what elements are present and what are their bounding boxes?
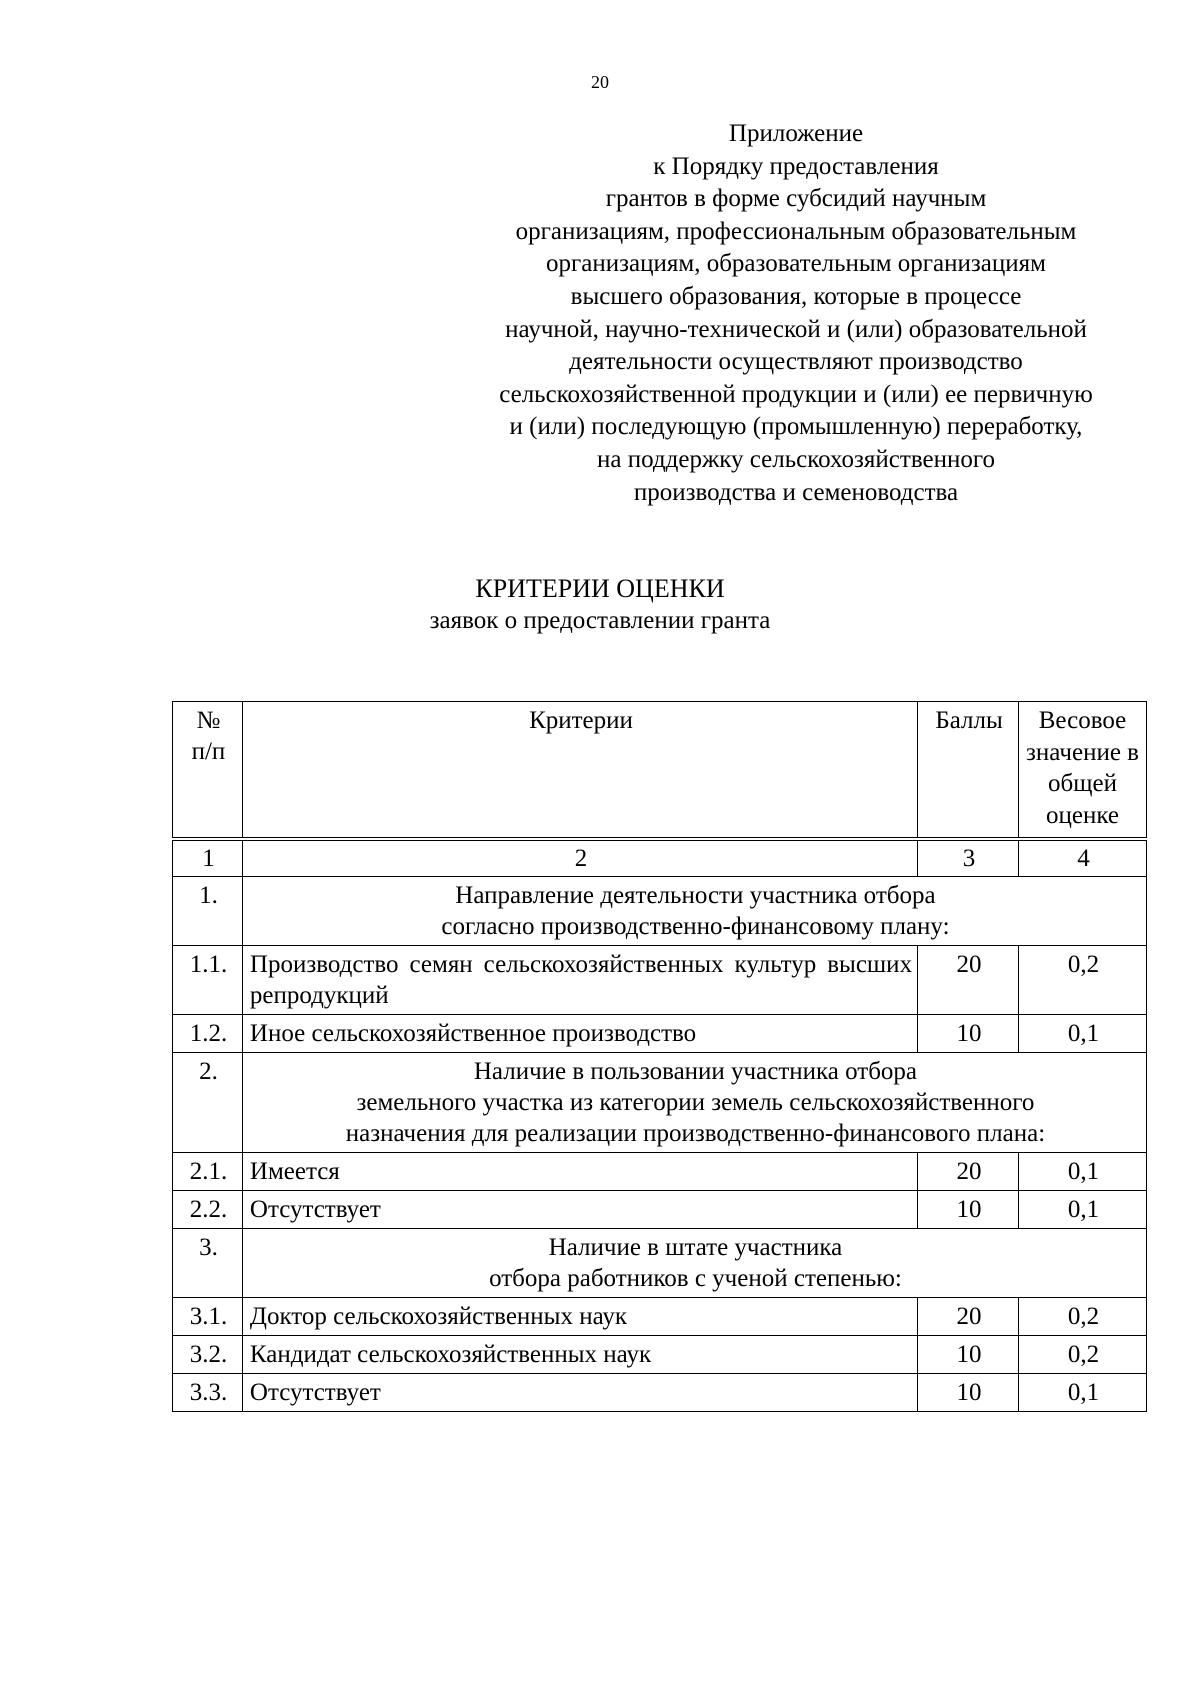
row-score: 20 <box>918 1153 1019 1191</box>
table-row <box>173 1015 1147 1053</box>
table-header-row <box>173 702 1147 840</box>
table-row <box>173 1374 1147 1412</box>
section-title-line: согласно производственно-финансовому плану: <box>441 913 950 940</box>
row-number: 1.2. <box>173 1015 243 1053</box>
row-number: 3.3. <box>173 1374 243 1412</box>
row-criterion: Отсутствует <box>242 1374 917 1412</box>
row-score: 10 <box>918 1191 1019 1229</box>
page-number: 20 <box>591 72 609 92</box>
section-title-line: Наличие в пользовании участника отбора <box>473 1058 918 1085</box>
criteria-table-body <box>173 702 1147 1412</box>
appendix-line: грантов в форме субсидий научным <box>605 185 987 213</box>
section-number: 3. <box>173 1229 243 1298</box>
section-title-line: назначения для реализации производственно-финансового плана: <box>345 1120 1046 1147</box>
row-weight: 0,1 <box>1019 1015 1147 1053</box>
row-weight: 0,1 <box>1019 1374 1147 1412</box>
section-title <box>242 877 1146 946</box>
section-title-line: отбора работников с ученой степенью: <box>489 1265 902 1292</box>
section-title-line: Направление деятельности участника отбора <box>455 882 936 909</box>
column-index: 2 <box>242 839 917 877</box>
header-weight: Весовое значение в общей оценке <box>1019 702 1147 840</box>
row-criterion: Доктор сельскохозяйственных наук <box>242 1298 917 1336</box>
header-criteria: Критерии <box>242 702 917 840</box>
appendix-line: сельскохозяйственной продукции и (или) ее первичную <box>499 380 1093 408</box>
section-number: 2. <box>173 1053 243 1153</box>
header-num-symbol: № <box>196 707 221 734</box>
row-criterion: Отсутствует <box>242 1191 917 1229</box>
row-weight: 0,2 <box>1019 1298 1147 1336</box>
section-row <box>173 1053 1147 1153</box>
appendix-line: научной, научно-технической и (или) образовательной <box>505 315 1087 343</box>
section-title <box>242 1053 1146 1153</box>
appendix-line: и (или) последующую (промышленную) переработку, <box>509 413 1083 441</box>
table-row <box>173 1336 1147 1374</box>
row-weight: 0,1 <box>1019 1191 1147 1229</box>
table-row <box>173 1153 1147 1191</box>
document-heading <box>0 573 1200 637</box>
row-criterion: Производство семян сельскохозяйственных культур высших репродукций <box>242 946 917 1015</box>
section-row <box>173 1229 1147 1298</box>
section-number: 1. <box>173 877 243 946</box>
criteria-table <box>172 701 1147 1412</box>
row-weight: 0,2 <box>1019 946 1147 1015</box>
header-score: Баллы <box>918 702 1019 840</box>
column-index: 4 <box>1019 839 1147 877</box>
row-number: 2.1. <box>173 1153 243 1191</box>
appendix-block <box>446 118 1146 509</box>
appendix-line: организациям, профессиональным образовательным <box>515 217 1077 245</box>
row-criterion: Кандидат сельскохозяйственных наук <box>242 1336 917 1374</box>
row-score: 10 <box>918 1374 1019 1412</box>
appendix-line: высшего образования, которые в процессе <box>570 282 1022 310</box>
appendix-line: на поддержку сельскохозяйственного <box>597 445 995 473</box>
section-title <box>242 1229 1146 1298</box>
header-num-abbr: п/п <box>191 738 226 765</box>
row-score: 10 <box>918 1336 1019 1374</box>
header-num <box>173 702 243 840</box>
appendix-line: деятельности осуществляют производство <box>569 348 1023 376</box>
document-title: КРИТЕРИИ ОЦЕНКИ <box>475 574 725 603</box>
section-title-line: земельного участка из категории земель сельскохозяйственного <box>356 1089 1035 1116</box>
section-row <box>173 877 1147 946</box>
row-number: 3.1. <box>173 1298 243 1336</box>
table-row <box>173 1191 1147 1229</box>
appendix-line: производства и семеноводства <box>633 478 959 506</box>
document-subtitle: заявок о предоставлении гранта <box>429 607 771 634</box>
appendix-line: организациям, образовательным организациям <box>546 250 1046 278</box>
table-row <box>173 946 1147 1015</box>
row-criterion: Имеется <box>242 1153 917 1191</box>
row-score: 20 <box>918 946 1019 1015</box>
row-weight: 0,2 <box>1019 1336 1147 1374</box>
table-row <box>173 1298 1147 1336</box>
row-criterion: Иное сельскохозяйственное производство <box>242 1015 917 1053</box>
appendix-line: Приложение <box>728 120 864 147</box>
row-number: 2.2. <box>173 1191 243 1229</box>
section-title-line: Наличие в штате участника <box>548 1234 843 1261</box>
column-index-row <box>173 839 1147 877</box>
row-weight: 0,1 <box>1019 1153 1147 1191</box>
row-score: 10 <box>918 1015 1019 1053</box>
row-score: 20 <box>918 1298 1019 1336</box>
row-number: 3.2. <box>173 1336 243 1374</box>
appendix-line: к Порядку предоставления <box>653 152 939 180</box>
column-index: 1 <box>173 839 243 877</box>
column-index: 3 <box>918 839 1019 877</box>
row-number: 1.1. <box>173 946 243 1015</box>
